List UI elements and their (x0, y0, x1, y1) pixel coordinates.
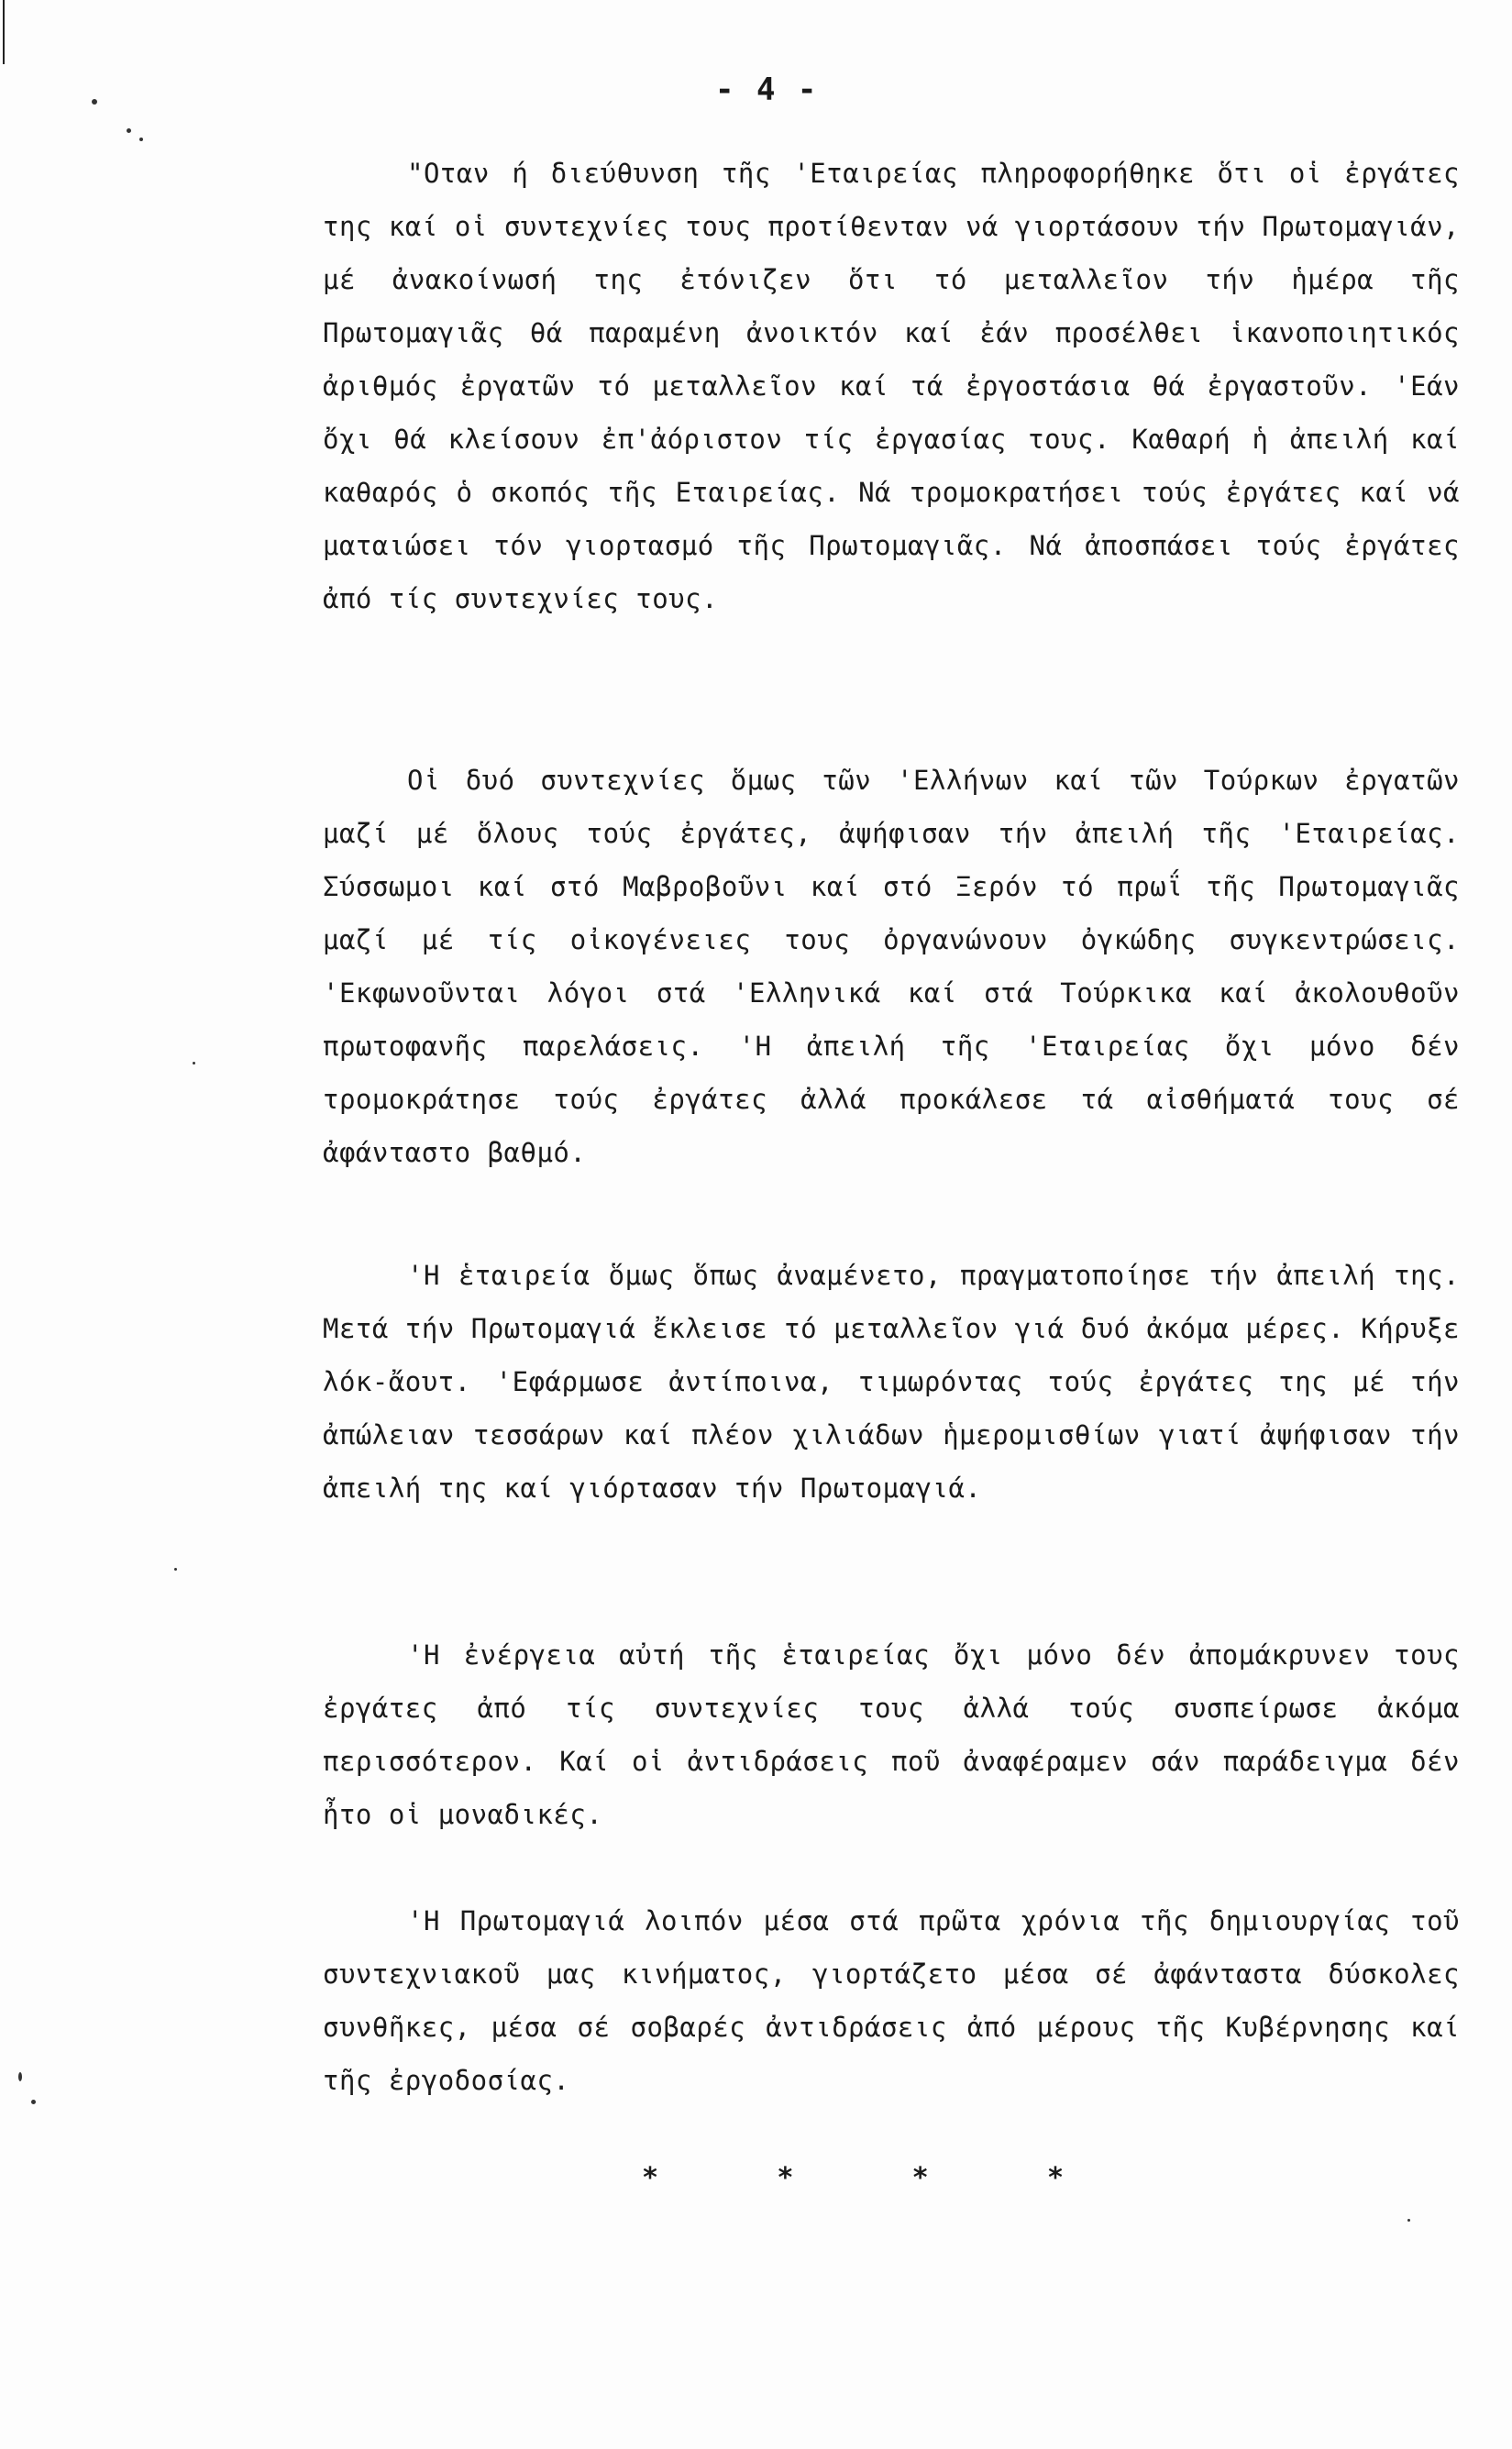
paragraph-text: 'Η ἑταιρεία ὅμως ὅπως ἀναμένετο, πραγματοποίησε τήν ἀπειλή της. Μετά τήν Πρωτομαγιά ἔκλεισε τό μεταλλεῖον γιά δυό ἀκόμα μέρες. Κήρυξε λόκ-ἄουτ. 'Εφάρμωσε ἀντίποινα, τιμωρόντας τούς ἐργάτες της μέ τήν ἀπώλειαν τεσσάρων καί πλέον χιλιάδων ἡμερομισθίων γιατί ἀψήφισαν τήν ἀπειλή της καί γιόρτασαν τήν Πρωτομαγιά. (323, 1260, 1460, 1504)
scan-speck (127, 128, 131, 133)
scan-speck (174, 1568, 177, 1571)
scan-speck (193, 1062, 195, 1065)
paragraph-1 (323, 147, 1460, 625)
paragraph-text: Οἱ δυό συντεχνίες ὅμως τῶν 'Ελλήνων καί τῶν Τούρκων ἐργατῶν μαζί μέ ὅλους τούς ἐργάτες, ἀψήφισαν τήν ἀπειλή τῆς 'Εταιρείας. Σύσσωμοι καί στό Μαβροβοῦνι καί στό Ξερόν τό πρωΐ τῆς Πρωτομαγιᾶς μαζί μέ τίς οἰκογένειες τους ὀργανώνουν ὀγκώδης συγκεντρώσεις. 'Εκφωνοῦνται λόγοι στά 'Ελληνικά καί στά Τούρκικα καί ἀκολουθοῦν πρωτοφανῆς παρελάσεις. 'Η ἀπειλή τῆς 'Εταιρείας ὄχι μόνο δέν τρομοκράτησε τούς ἐργάτες ἀλλά προκάλεσε τά αἰσθήματά τους σέ ἀφάνταστο βαθμό. (323, 765, 1460, 1168)
margin-rule (3, 0, 5, 64)
paragraph-text: 'Η Πρωτομαγιά λοιπόν μέσα στά πρῶτα χρόνια τῆς δημιουργίας τοῦ συντεχνιακοῦ μας κινήματος, γιορτάζετο μέσα σέ ἀφάνταστα δύσκολες συνθῆκες, μέσα σέ σοβαρές ἀντιδράσεις ἀπό μέρους τῆς Κυβέρνησης καί τῆς ἐργοδοσίας. (323, 1905, 1460, 2096)
scan-speck (18, 2072, 22, 2081)
scan-speck (139, 138, 143, 141)
paragraph-text: 'Η ἐνέργεια αὐτή τῆς ἑταιρείας ὄχι μόνο δέν ἀπομάκρυνεν τους ἐργάτες ἀπό τίς συντεχνίες τους ἀλλά τούς συσπείρωσε ἀκόμα περισσότερον. Καί οἱ ἀντιδράσεις ποῦ ἀναφέραμεν σάν παράδειγμα δέν ἦτο οἱ μοναδικές. (323, 1639, 1460, 1830)
separator-asterisk: * (911, 2162, 929, 2194)
paragraph-4 (323, 1628, 1460, 1841)
scan-speck (1407, 2219, 1410, 2222)
paragraph-5 (323, 1894, 1460, 2107)
paragraph-3 (323, 1249, 1460, 1515)
separator-asterisk: * (777, 2162, 794, 2194)
page-number: - 4 - (715, 72, 819, 108)
scan-speck (31, 2100, 36, 2104)
scan-speck (92, 99, 97, 105)
separator-asterisk: * (1046, 2162, 1064, 2194)
section-separator (642, 2162, 1064, 2194)
separator-asterisk: * (642, 2162, 659, 2194)
paragraph-text: "Οταν ή διεύθυνση τῆς 'Εταιρείας πληροφορήθηκε ὅτι οἱ ἐργάτες της καί οἱ συντεχνίες τους προτίθενταν νά γιορτάσουν τήν Πρωτομαγιάν, μέ ἀνακοίνωσή της ἐτόνιζεν ὅτι τό μεταλλεῖον τήν ἡμέρα τῆς Πρωτομαγιᾶς θά παραμένη ἀνοικτόν καί ἐάν προσέλθει ἱκανοποιητικός ἀριθμός ἐργατῶν τό μεταλλεῖον καί τά ἐργοστάσια θά ἐργαστοῦν. 'Εάν ὄχι θά κλείσουν ἐπ'ἀόριστον τίς ἐργασίας τους. Καθαρή ἡ ἀπειλή καί καθαρός ὁ σκοπός τῆς Εταιρείας. Νά τρομοκρατήσει τούς ἐργάτες καί νά ματαιώσει τόν γιορτασμό τῆς Πρωτομαγιᾶς. Νά ἀποσπάσει τούς ἐργάτες ἀπό τίς συντεχνίες τους. (323, 158, 1460, 614)
paragraph-2 (323, 754, 1460, 1179)
